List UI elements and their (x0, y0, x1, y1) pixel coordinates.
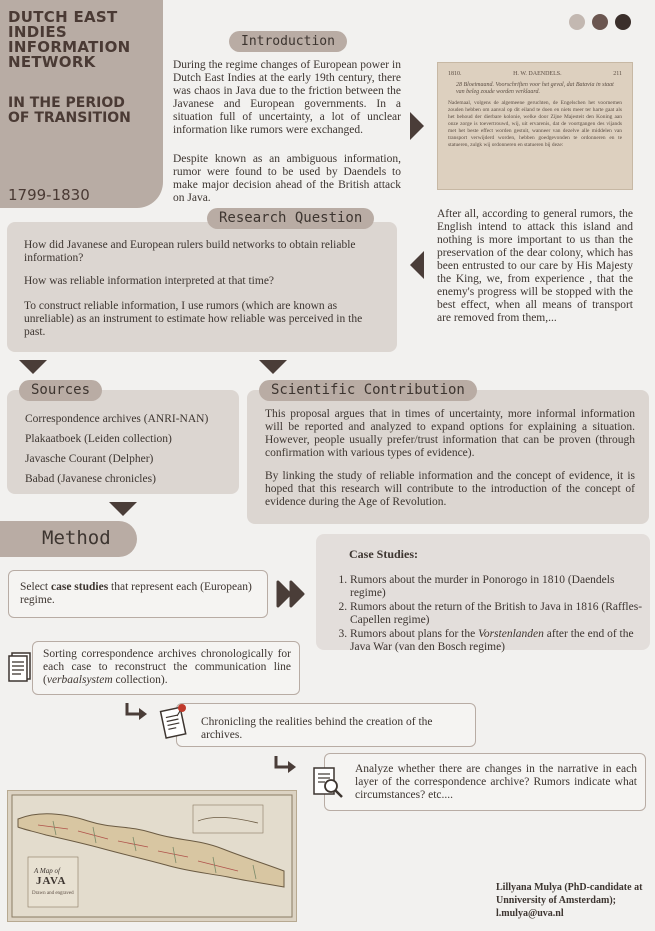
step1-suffix: that represent each (European) regime. (20, 581, 252, 606)
subtitle-line-2: OF TRANSITION (8, 110, 131, 126)
contribution-para-1: This proposal argues that in times of uncertainty, more informal information will be reported and analyzed to expand options for explaining a situation. However, people usually prefer/trust information that can be proven (through confirmation with various types of evidence). (265, 408, 635, 459)
curved-arrow-icon (124, 702, 150, 726)
introduction-heading: Introduction (229, 31, 347, 52)
pinned-document-icon (158, 702, 190, 744)
author-email[interactable]: l.mulya@uva.nl (496, 908, 564, 919)
research-question-heading: Research Question (207, 208, 374, 229)
case-studies-title: Case Studies: (349, 547, 419, 561)
sources-heading: Sources (19, 380, 102, 401)
method-step-4: Analyze whether there are changes in the narrative in each layer of the correspondence archive? Rumors indicate what circumstances? etc.... (355, 763, 637, 801)
document-search-icon (311, 765, 345, 803)
source-item: Babad (Javanese chronicles) (25, 473, 156, 485)
method-step-3: Chronicling the realities behind the creation of the archives. (201, 716, 433, 741)
title-years: 1799-1830 (8, 186, 90, 204)
title-block (0, 0, 163, 208)
step2-italic: verbaalsystem (46, 674, 113, 686)
method-heading: Method (42, 527, 111, 549)
double-arrow-icon (276, 580, 306, 612)
title-line-1: DUTCH EAST INDIES (8, 8, 118, 41)
decor-dot-dark (615, 14, 631, 30)
introduction-para-1: During the regime changes of European power in Dutch East Indies at the early 19th century, there was chaos in Java due to the friction between the Javanese and European governments. In a situation full of uncertainty, a lot of unclear information like rumors were exchanged. (173, 59, 401, 136)
source-item: Plakaatboek (Leiden collection) (25, 433, 172, 445)
title-line-3: NETWORK (8, 53, 96, 71)
author-info (496, 881, 642, 920)
map-title-big: JAVA (36, 875, 67, 887)
case3-prefix: Rumors about plans for the (350, 628, 479, 640)
introduction-para-2: Despite known as an ambiguous information, rumor were found to be used by Daendels to make major decision ahead of the British attack on Java. (173, 153, 401, 204)
case-item (350, 628, 646, 654)
doc-header-left: 1810. (448, 71, 462, 77)
arrow-right-intro (410, 112, 424, 140)
translated-quote: After all, according to general rumors, the English intend to attack this island and nothing is more important to us than the preservation of the dear colony, which has been entrusted to our care by His Majesty the King, we, from experience , that the enemy's progress will be stopped with the best effect, when all means of transport are removed from them,... (437, 208, 633, 324)
doc-header-center: H. W. DAENDELS. (513, 71, 562, 77)
arrow-left-quote (410, 251, 424, 279)
research-question-1: How did Javanese and European rulers build networks to obtain reliable information? (24, 239, 356, 264)
doc-body: Nademaal, volgens de algemeene geruchten, de Engelschen het voornemen zouden hebben om aanval op dit eiland te doen en niets meer ter harte gaat als het behoud der dierbare kolonie, welke door Zijne Majesteit den Koning aan onze zorge is toevertrouwd, wij, uit ervarenis, dat de voortgangen des vijands met het beste effect worden gestuit, wanneer van dezelve alle middelen van transport verwijderd worden, hebben goedgevonden te ordonneren en te statueren, zulgk wij ordonneren en statueren bij deze: (448, 100, 622, 148)
decor-dot-light (569, 14, 585, 30)
step2-prefix: Sorting correspondence archives chronologically for each case to reconstruct the communication line ( (43, 648, 291, 686)
case-studies-list (334, 574, 646, 655)
map-of-java-image (7, 790, 297, 922)
title-line-2: INFORMATION (8, 38, 131, 56)
method-step-2 (43, 648, 291, 687)
step1-prefix: Select (20, 581, 51, 593)
source-item: Correspondence archives (ANRI-NAN) (25, 413, 209, 425)
author-line-2: Unniversity of Amsterdam); (496, 895, 616, 906)
case3-suffix: after the end of the Java War (van den Bosch regime) (350, 628, 634, 653)
research-question-2: How was reliable information interpreted at that time? (24, 275, 275, 287)
doc-header-right: 211 (613, 71, 622, 77)
doc-entry: 28 Bloeimaand. Voorschriften voor het geval, dat Batavia in staat van beleg zoude worden verklaard. (456, 82, 614, 95)
method-step-1 (20, 581, 256, 607)
case-item: 2. Rumors about the return of the British to Java in 1816 (Raffles-Capellen regime) (350, 601, 646, 627)
contribution-para-2: By linking the study of reliable information and the concept of evidence, it is hoped that this research will contribute to the introduction of the concept of evidence during the Age of Revolution. (265, 470, 635, 508)
contribution-heading: Scientific Contribution (259, 380, 477, 401)
author-line-1: Lillyana Mulya (PhD-candidate at (496, 882, 643, 893)
step2-suffix: collection). (112, 674, 168, 686)
arrow-down-method (109, 502, 137, 516)
arrow-down-sources (19, 360, 47, 374)
source-item: Javasche Courant (Delpher) (25, 453, 154, 465)
decor-dot-medium (592, 14, 608, 30)
research-question-3: To construct reliable information, I use rumors (which are known as unreliable) as an instrument to estimate how reliable was perceived in the past. (24, 300, 363, 338)
subtitle-line-1: IN THE PERIOD (8, 95, 125, 111)
map-drawing (8, 791, 296, 921)
step1-bold: case studies (50, 581, 109, 593)
sources-list (25, 409, 208, 489)
curved-arrow-icon (273, 755, 299, 779)
map-title-small: A Map of (34, 867, 60, 875)
map-caption: Drawn and engraved (32, 891, 74, 896)
case3-italic: Vorstenlanden (478, 628, 544, 640)
arrow-down-contribution (259, 360, 287, 374)
case-item: 1. Rumors about the murder in Ponorogo in 1810 (Daendels regime) (350, 574, 646, 600)
archive-document-image (437, 62, 633, 190)
document-list-icon (8, 650, 34, 686)
